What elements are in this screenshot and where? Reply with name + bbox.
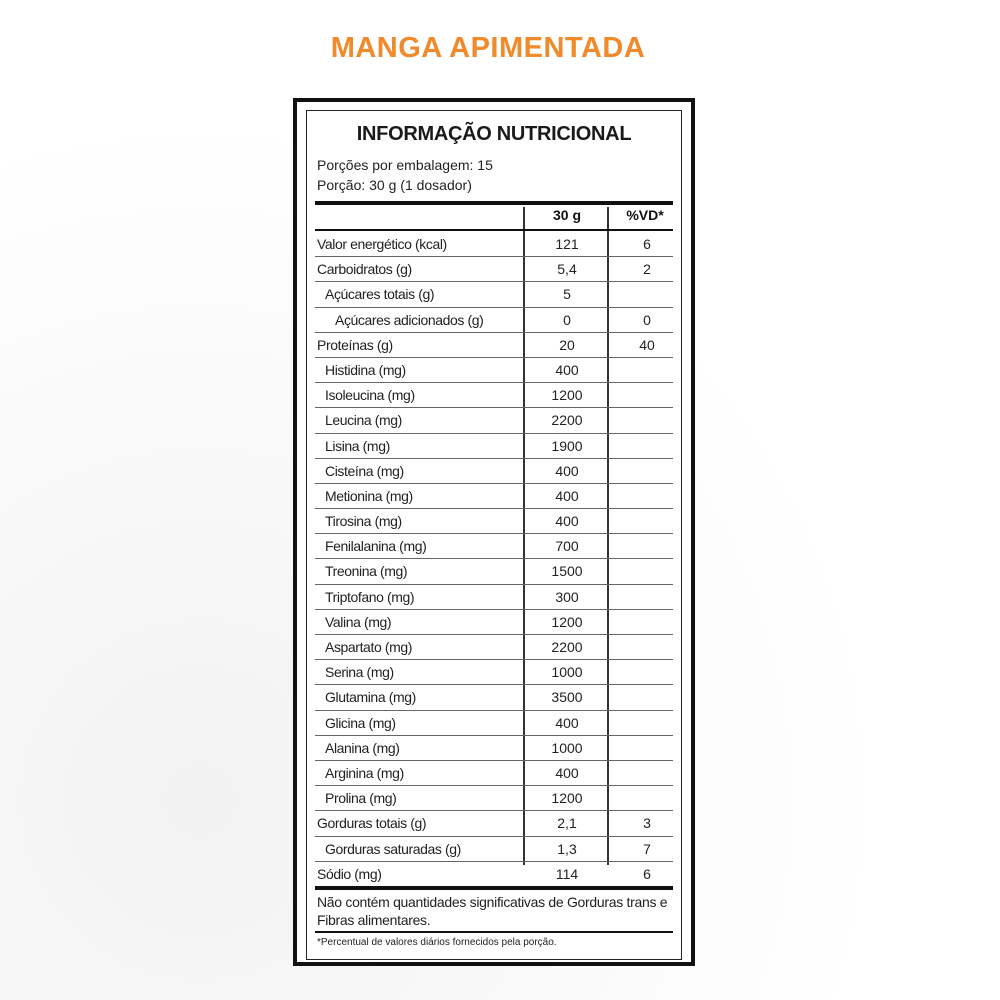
nutrient-daily-value: 2 <box>643 261 651 278</box>
nutrient-row <box>315 610 673 635</box>
nutrient-name: Glutamina (mg) <box>325 689 416 706</box>
nutrient-amount: 5 <box>563 286 571 303</box>
header-rule <box>315 201 673 205</box>
nutrient-name: Alanina (mg) <box>325 739 400 756</box>
nutrient-amount: 400 <box>555 714 579 731</box>
nutrient-name: Isoleucina (mg) <box>325 387 415 404</box>
nutrient-row <box>315 257 673 282</box>
nutrient-name: Valina (mg) <box>325 613 392 630</box>
nutrient-row <box>315 358 673 383</box>
nutrient-row <box>315 308 673 333</box>
nutrient-amount: 400 <box>555 487 579 504</box>
column-header-rule <box>315 229 673 231</box>
nutrient-daily-value: 0 <box>643 311 651 328</box>
nutrient-amount: 5,4 <box>557 261 577 278</box>
nutrient-daily-value: 40 <box>639 336 655 353</box>
nutrient-amount: 2200 <box>551 639 583 655</box>
nutrient-amount: 121 <box>555 236 579 252</box>
nutrient-name: Arginina (mg) <box>325 764 404 781</box>
nutrient-amount: 1200 <box>551 387 583 404</box>
nutrient-row <box>315 333 673 358</box>
footnote: Não contém quantidades significativas de Gorduras trans e Fibras alimentares. <box>317 894 668 928</box>
nutrient-daily-value: 6 <box>643 865 651 882</box>
nutrient-amount: 20 <box>559 336 575 353</box>
nutrient-name: Aspartato (mg) <box>325 639 412 655</box>
nutrient-amount: 400 <box>555 513 579 530</box>
nutrient-amount: 1200 <box>551 613 583 630</box>
nutrient-amount: 1000 <box>551 664 583 681</box>
nutrient-table <box>315 232 673 887</box>
nutrient-name: Cisteína (mg) <box>325 462 404 479</box>
nutrient-name: Gorduras totais (g) <box>317 815 427 832</box>
nutrient-row <box>315 585 673 610</box>
nutrient-row <box>315 509 673 534</box>
nutrient-row <box>315 484 673 509</box>
nutrient-name: Sódio (mg) <box>317 865 382 882</box>
nutrient-amount: 2200 <box>551 412 583 429</box>
servings-per-package: Porções por embalagem: 15 <box>317 157 493 173</box>
nutrient-name: Açúcares adicionados (g) <box>335 311 484 328</box>
nutrient-amount: 700 <box>555 538 579 555</box>
nutrient-name: Proteínas (g) <box>317 336 393 353</box>
nutrient-daily-value: 6 <box>643 236 651 252</box>
nutrient-name: Treonina (mg) <box>325 563 408 580</box>
nutrient-name: Açúcares totais (g) <box>325 286 435 303</box>
nutrition-label <box>306 110 682 960</box>
nutrient-row <box>315 811 673 836</box>
nutrient-row <box>315 761 673 786</box>
nutrient-amount: 1500 <box>551 563 583 580</box>
nutrient-row <box>315 736 673 761</box>
nutrient-amount: 1000 <box>551 739 583 756</box>
nutrient-name: Valor energético (kcal) <box>317 236 447 252</box>
nutrient-name: Triptofano (mg) <box>325 588 415 605</box>
nutrient-name: Serina (mg) <box>325 664 394 681</box>
nutrient-row <box>315 459 673 484</box>
nutrient-name: Metionina (mg) <box>325 487 413 504</box>
nutrient-row <box>315 534 673 559</box>
nutrient-name: Gorduras saturadas (g) <box>325 840 461 857</box>
nutrient-amount: 1200 <box>551 790 583 807</box>
nutrient-name: Fenilalanina (mg) <box>325 538 427 555</box>
nutrient-amount: 0 <box>563 311 571 328</box>
dv-footnote: *Percentual de valores diários fornecidos pela porção. <box>317 937 557 948</box>
nutrient-amount: 400 <box>555 764 579 781</box>
serving-size: Porção: 30 g (1 dosador) <box>317 177 472 193</box>
product-title: MANGA APIMENTADA <box>330 32 646 64</box>
nutrient-row <box>315 786 673 811</box>
footnote-rule <box>315 931 673 933</box>
nutrient-name: Prolina (mg) <box>325 790 397 807</box>
nutrient-name: Carboidratos (g) <box>317 261 412 278</box>
nutrient-row <box>315 408 673 433</box>
nutrient-name: Tirosina (mg) <box>325 513 402 530</box>
nutrient-row <box>315 232 673 257</box>
dv-column-header: %VD* <box>626 207 664 223</box>
nutrient-amount: 1900 <box>551 437 583 454</box>
nutrient-row <box>315 559 673 584</box>
nutrient-daily-value: 3 <box>643 815 651 832</box>
nutrient-name: Histidina (mg) <box>325 361 406 378</box>
label-title: INFORMAÇÃO NUTRICIONAL <box>356 123 632 145</box>
nutrient-name: Leucina (mg) <box>325 412 402 429</box>
nutrient-amount: 400 <box>555 462 579 479</box>
footer-rule <box>315 886 673 890</box>
nutrient-row <box>315 434 673 459</box>
nutrient-amount: 2,1 <box>557 815 577 832</box>
nutrient-row <box>315 685 673 710</box>
nutrient-amount: 1,3 <box>557 840 577 857</box>
nutrient-daily-value: 7 <box>643 840 651 857</box>
nutrient-row <box>315 635 673 660</box>
nutrient-name: Lisina (mg) <box>325 437 390 454</box>
amount-column-header: 30 g <box>552 207 581 223</box>
nutrient-row <box>315 282 673 307</box>
nutrient-amount: 114 <box>555 865 579 882</box>
nutrient-row <box>315 862 673 887</box>
nutrient-row <box>315 711 673 736</box>
nutrient-row <box>315 660 673 685</box>
nutrient-row <box>315 837 673 862</box>
nutrient-name: Glicina (mg) <box>325 714 396 731</box>
nutrient-amount: 400 <box>555 361 579 378</box>
nutrient-amount: 300 <box>555 588 579 605</box>
nutrient-row <box>315 383 673 408</box>
nutrient-amount: 3500 <box>551 689 583 706</box>
